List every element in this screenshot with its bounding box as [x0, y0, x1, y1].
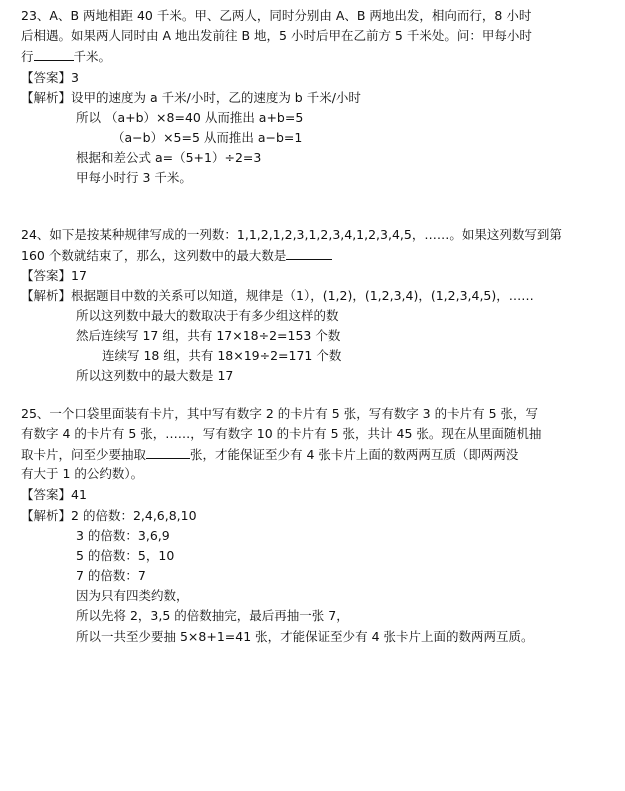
q24-answer-blank: [286, 246, 332, 260]
q24-answer: [21, 267, 87, 285]
q23-stem-line-3: [21, 47, 111, 65]
q25-stem-line-3-end: 张，才能保证至少有 4 张卡片上面的数两两互质（即两两没: [190, 447, 519, 462]
q24-analysis-label: 【解析】: [21, 288, 72, 303]
q23-stem-line-3-end: 千米。: [73, 49, 112, 64]
q25-stem-line-4: 有大于 1 的公约数）。: [21, 466, 144, 481]
q25-analysis-line-5: 因为只有四类约数，: [76, 588, 189, 603]
q23-analysis-line-5: 甲每小时行 3 千米。: [76, 170, 192, 185]
q23-answer-value: 3: [71, 70, 79, 85]
q25-analysis-text-1: 2 的倍数：2,4,6,8,10: [71, 508, 197, 523]
q23-analysis-line-1: [21, 89, 361, 107]
q25-answer: [21, 486, 87, 504]
q24-stem-line-1: 24、如下是按某种规律写成的一列数：1,1,2,1,2,3,1,2,3,4,1,2,3,4,5，……。如果这列数写到第: [21, 227, 562, 242]
q25-stem-line-2: 有数字 4 的卡片有 5 张，……，写有数字 10 的卡片有 5 张，共计 45 张。现在从里面随机抽: [21, 426, 542, 441]
q24-analysis-line-3: 然后连续写 17 组，共有 17×18÷2=153 个数: [76, 328, 341, 343]
q23-analysis-label: 【解析】: [21, 90, 72, 105]
q24-stem-line-2: [21, 246, 332, 264]
q23-answer: [21, 69, 79, 87]
q23-answer-label: 【答案】: [21, 70, 72, 85]
q25-stem-line-3: [21, 445, 518, 463]
q23-stem-line-1: 23、A、B 两地相距 40 千米。甲、乙两人，同时分别由 A、B 两地出发，相向而行，8 小时: [21, 8, 532, 23]
q23-stem-line-3-start: 行: [21, 49, 34, 64]
q24-answer-label: 【答案】: [21, 268, 72, 283]
q24-analysis-text-1: 根据题目中数的关系可以知道，规律是（1），(1,2)，(1,2,3,4)，(1,2,3,4,5)，……: [71, 288, 534, 303]
q25-analysis-line-6: 所以先将 2，3,5 的倍数抽完，最后再抽一张 7，: [76, 608, 349, 623]
q23-analysis-line-4: 根据和差公式 a=（5+1）÷2=3: [76, 150, 262, 165]
q24-analysis-line-5: 所以这列数中的最大数是 17: [76, 368, 234, 383]
q25-answer-label: 【答案】: [21, 487, 72, 502]
q25-analysis-line-2: 3 的倍数：3,6,9: [76, 528, 170, 543]
q24-stem-line-2-text: 160 个数就结束了，那么，这列数中的最大数是: [21, 248, 287, 263]
q25-analysis-line-1: [21, 507, 197, 525]
q25-analysis-label: 【解析】: [21, 508, 72, 523]
q25-stem-line-1: 25、一个口袋里面装有卡片，其中写有数字 2 的卡片有 5 张，写有数字 3 的卡片有 5 张，写: [21, 406, 539, 421]
q25-stem-line-3-start: 取卡片，问至少要抽取: [21, 447, 147, 462]
q25-answer-blank: [146, 445, 190, 459]
q25-answer-value: 41: [71, 487, 87, 502]
q23-stem-line-2: 后相遇。如果两人同时由 A 地出发前往 B 地，5 小时后甲在乙前方 5 千米处。问：甲每小时: [21, 28, 532, 43]
q23-answer-blank: [34, 47, 74, 61]
q24-analysis-line-2: 所以这列数中最大的数取决于有多少组这样的数: [76, 308, 339, 323]
q23-analysis-line-3: （a−b）×5=5 从而推出 a−b=1: [112, 130, 303, 145]
q25-analysis-line-3: 5 的倍数：5，10: [76, 548, 175, 563]
q24-analysis-line-1: [21, 287, 534, 305]
q23-analysis-line-2: 所以 （a+b）×8=40 从而推出 a+b=5: [76, 110, 304, 125]
q24-answer-value: 17: [71, 268, 87, 283]
q25-analysis-line-4: 7 的倍数：7: [76, 568, 146, 583]
q23-analysis-text-1: 设甲的速度为 a 千米/小时，乙的速度为 b 千米/小时: [71, 90, 361, 105]
q25-analysis-line-7: 所以一共至少要抽 5×8+1=41 张，才能保证至少有 4 张卡片上面的数两两互质。: [76, 629, 534, 644]
q24-analysis-line-4: 连续写 18 组，共有 18×19÷2=171 个数: [102, 348, 342, 363]
